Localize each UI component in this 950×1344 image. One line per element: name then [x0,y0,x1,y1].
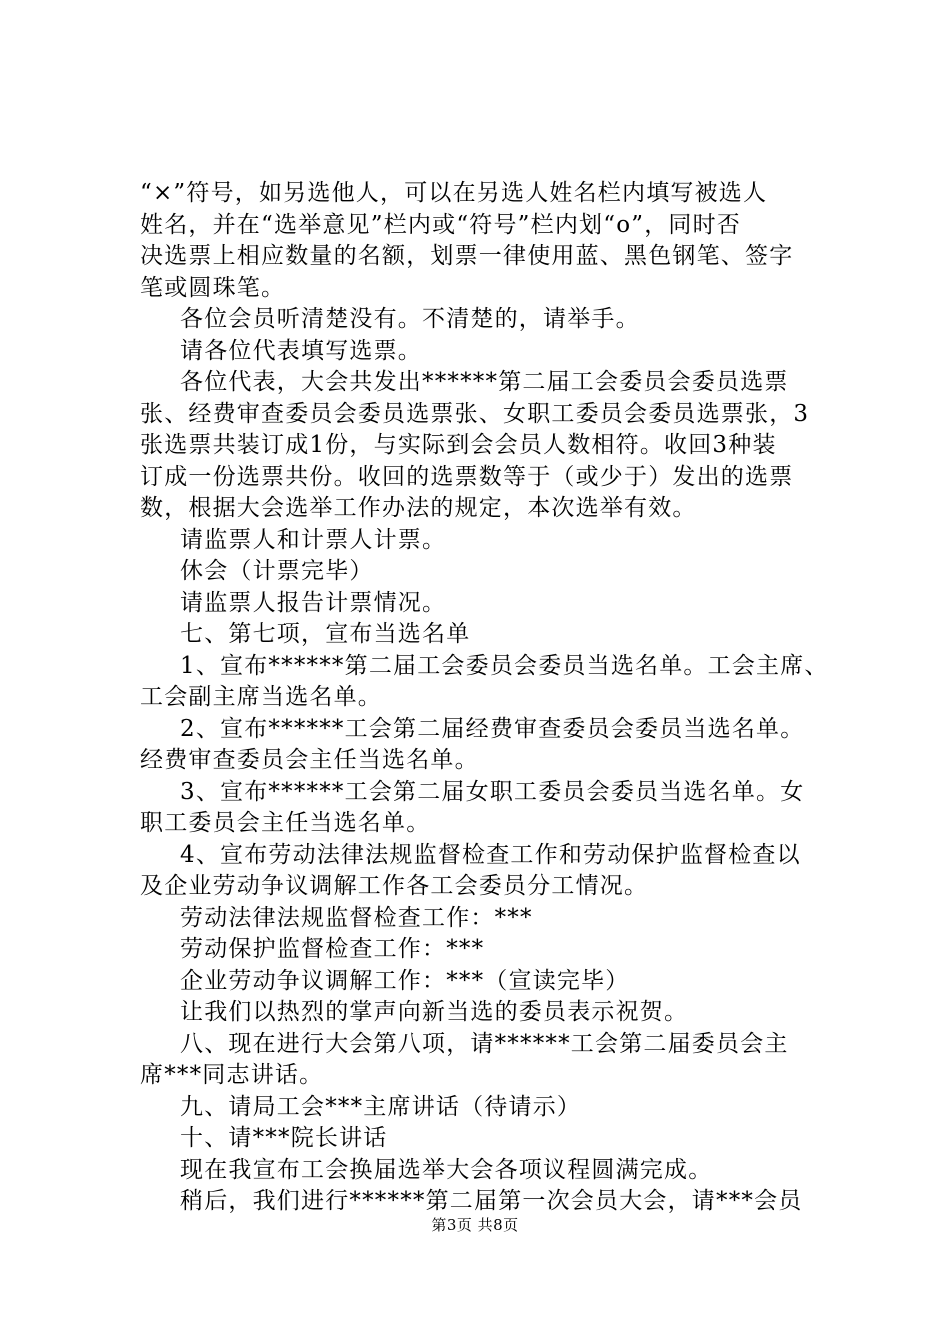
text-line: 姓名，并在“选举意见”栏内或“符号”栏内划“o”，同时否 [140,211,741,238]
text-line: 休会（计票完毕） [180,558,374,584]
text-line: 3、宣布******工会第二届女职工委员会委员当选名单。女 [180,778,805,805]
text-line: 张选票共装订成1份，与实际到会会员人数相符。收回3种装 [140,432,777,458]
section-heading: 九、请局工会***主席讲话（待请示） [180,1093,582,1120]
text-line: 2、宣布******工会第二届经费审查委员会委员当选名单。 [180,715,805,742]
text-line: 工会副主席当选名单。 [140,684,382,710]
text-line: 劳动法律法规监督检查工作：*** [180,904,533,931]
text-line: 企业劳动争议调解工作：***（宣读完毕） [180,967,630,994]
text-line: 决选票上相应数量的名额，划票一律使用蓝、黑色钢笔、签字 [140,243,794,269]
text-line: “×”符号，如另选他人，可以在另选人姓名栏内填写被选人 [140,180,768,206]
text-line: 经费审查委员会主任当选名单。 [140,747,479,773]
text-line: 稍后，我们进行******第二届第一次会员大会，请***会员 [180,1188,803,1214]
text-line: 劳动保护监督检查工作：*** [180,936,485,962]
section-heading: 八、现在进行大会第八项，请******工会第二届委员会主 [180,1030,789,1057]
section-heading: 十、请***院长讲话 [180,1125,388,1151]
text-line: 张、经费审查委员会委员选票张、女职工委员会委员选票张，3 [140,400,810,427]
text-line: 笔或圆珠笔。 [140,274,286,301]
text-line: 职工委员会主任当选名单。 [140,810,431,836]
text-line: 订成一份选票共份。收回的选票数等于（或少于）发出的选票 [140,463,794,490]
section-heading: 七、第七项，宣布当选名单 [180,621,471,647]
text-line: 各位会员听清楚没有。不清楚的，请举手。 [180,306,640,332]
text-line: 4、宣布劳动法律法规监督检查工作和劳动保护监督检查以 [180,841,801,868]
text-line: 1、宣布******第二届工会委员会委员当选名单。工会主席、 [180,652,829,679]
text-line: 现在我宣布工会换届选举大会各项议程圆满完成。 [180,1156,713,1183]
text-line: 请监票人和计票人计票。 [180,526,447,553]
text-line: 请各位代表填写选票。 [180,337,422,364]
text-line: 席***同志讲话。 [140,1062,324,1088]
text-line: 数，根据大会选举工作办法的规定，本次选举有效。 [140,495,697,521]
text-line: 让我们以热烈的掌声向新当选的委员表示祝贺。 [180,999,689,1025]
page-number: 第3页 共8页 [431,1216,519,1234]
text-line: 各位代表，大会共发出******第二届工会委员会委员选票 [180,369,789,395]
text-line: 及企业劳动争议调解工作各工会委员分工情况。 [140,873,649,899]
text-line: 请监票人报告计票情况。 [180,589,447,616]
document-body [140,178,832,1218]
